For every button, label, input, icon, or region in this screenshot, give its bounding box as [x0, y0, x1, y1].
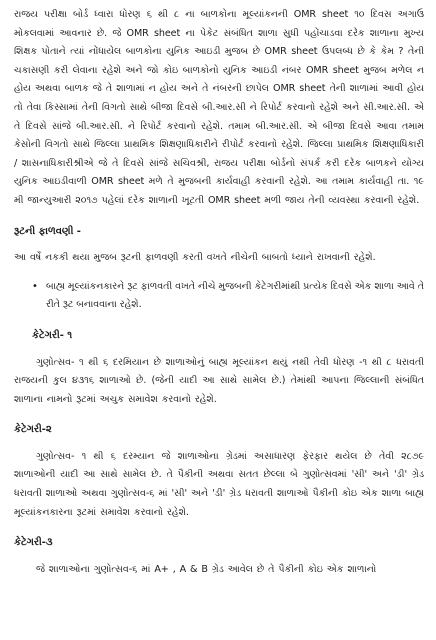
category-3-heading: કેટેગરી-૩ — [14, 537, 53, 549]
route-allocation-heading: રૂટની ફાળવણી - — [14, 225, 81, 237]
category-1-paragraph: ગુણોત્સવ- ૧ થી ૬ દરમિયાન છે શાળાઓનું બાહ્ય મૂલ્યાંકન થયું નથી તેવી ધોરણ -૧ થી ૮ ધરાવતી રાજયની કુલ ૪૩૧૬ શાળાઓ છે. (જેની યાદી આ સાથે સામેલ છે.) તેમાંથી આપના જિલ્લાની સંબંધિત શાળાના નામનો રૂટમાં અચુક સમાવેશ કરવાનો રહેશે. — [14, 356, 424, 405]
bullet-text: બાહ્ય મૂલ્યાંકનકારને રૂટ ફાળવતી વખતે નીચે મુજબની કેટેગરીમાંથી પ્રત્યેક દિવસે એક શાળા આવે તે રીતે રૂટ બનાવવાના રહેશે. — [46, 280, 424, 311]
bullet-icon: • — [32, 280, 38, 292]
route-instructions-paragraph: આ વર્ષે નકકી થયા મુજબ રૂટની ફાળવણી કરતી વખતે નીચેની બાબતો ધ્યાને રાખવાની રહેશે. — [14, 252, 376, 264]
category-1-heading: કેટેગરી- ૧ — [32, 329, 73, 341]
bullet-item — [32, 278, 424, 315]
category-2-paragraph: ગુણોત્સવ- ૧ થી ૬ દરમ્યાન જે શાળાઓના ગ્રેડમાં અસાધારણ ફેરફાર થયેલ છે તેવી ૨૮૭૯ શાળાઓની યાદી આ સાથે સામેલ છે. તે પૈકીની અથવા સતત છેલ્લા બે ગુણોત્સવમાં 'સી' અને 'ડી' ગ્રેડ ધરાવતી શાળાઓ અથવા ગુણોત્સવ-૬ માં 'સી' અને 'ડી' ગ્રેડ ધરાવતી શાળાઓ પૈકીની કોઇ એક શાળા બાહ્ય મૂલ્યાંકનકારના રૂટમાં સમાવેશ કરવાનો રહેશે. — [14, 450, 424, 518]
category-3-paragraph: જે શાળાઓના ગુણોત્સવ-૬ માં A+ , A & B ગ્રેડ આવેલ છે તે પૈકીની કોઇ એક શાળાનો — [36, 563, 377, 575]
category-2-heading: કેટેગરી-૨ — [14, 424, 52, 436]
omr-sheet-paragraph: રાજય પરીક્ષા બોર્ડ ધ્વારા ધોરણ ૬ થી ૮ ના બાળકોના મૂલ્યાંકનની OMR sheet ૧૦ દિવસ અગાઉ મોકલવામાં આવનાર છે. જે OMR sheet ના પેકેટ સંબંધિત શાળા સુધી પહોંચાડવા દરેક શાળાના મુખ્ય શિક્ષક પોતાને ત્યાં નોંધાયેલ બાળકોના યુનિક આઇડી મુજબ છે OMR sheet ઉપલબ્ધ છે કે કેમ ? તેની ચકાસણી કરી લેવાના રહેશે અને જો કોઇ બાળકોનો યુનિક આઇડી નંબર OMR sheet મુજબ મળેલ ન હોય અથવા બાળક જે તે શાળામાં ન હોય અને તે નંબરની છાપેલ OMR sheet તેની શાળામાં આવી હોય તો તેવા કિસ્સામાં તેની વિગતો સાથે બીજા દિવસે બી.આર.સી ને રિપોર્ટ કરવાનો રહેશે અને સી.આર.સી. એ તે દિવસે સાંજે બી.આર.સી. ને રિપોર્ટ કરવાનો રહેશે. તમામ બી.આર.સી. એ બીજા દિવસે આવા તમામ કેસોની વિગતો સાથે જિલ્લા પ્રાથમિક શિક્ષણાધિકારીને રીપોર્ટ કરવાનો રહેશે. જિલ્લા પ્રાથમિક શિક્ષણાધિકારી / શાસનાધિકારીશ્રીએ જે તે દિવસે સાંજે સચિવશ્રી, રાજય પરીક્ષા બોર્ડનો સંપર્ક કરી દરેક બાળકને યોગ્ય યુનિક આઇડીવાળી OMR sheet મળે તે મુજબની કાર્યવાહી કરવાની રહેશે. આ તમામ કાર્યવાહી તા. ૧૯ મી જાન્યુઆરી ૨૦૧૭ પહેલાં દરેક શાળાની ખૂટતી OMR sheet મળી જાય તેની વ્યવસ્થા કરવાની રહેશે. — [14, 9, 424, 206]
